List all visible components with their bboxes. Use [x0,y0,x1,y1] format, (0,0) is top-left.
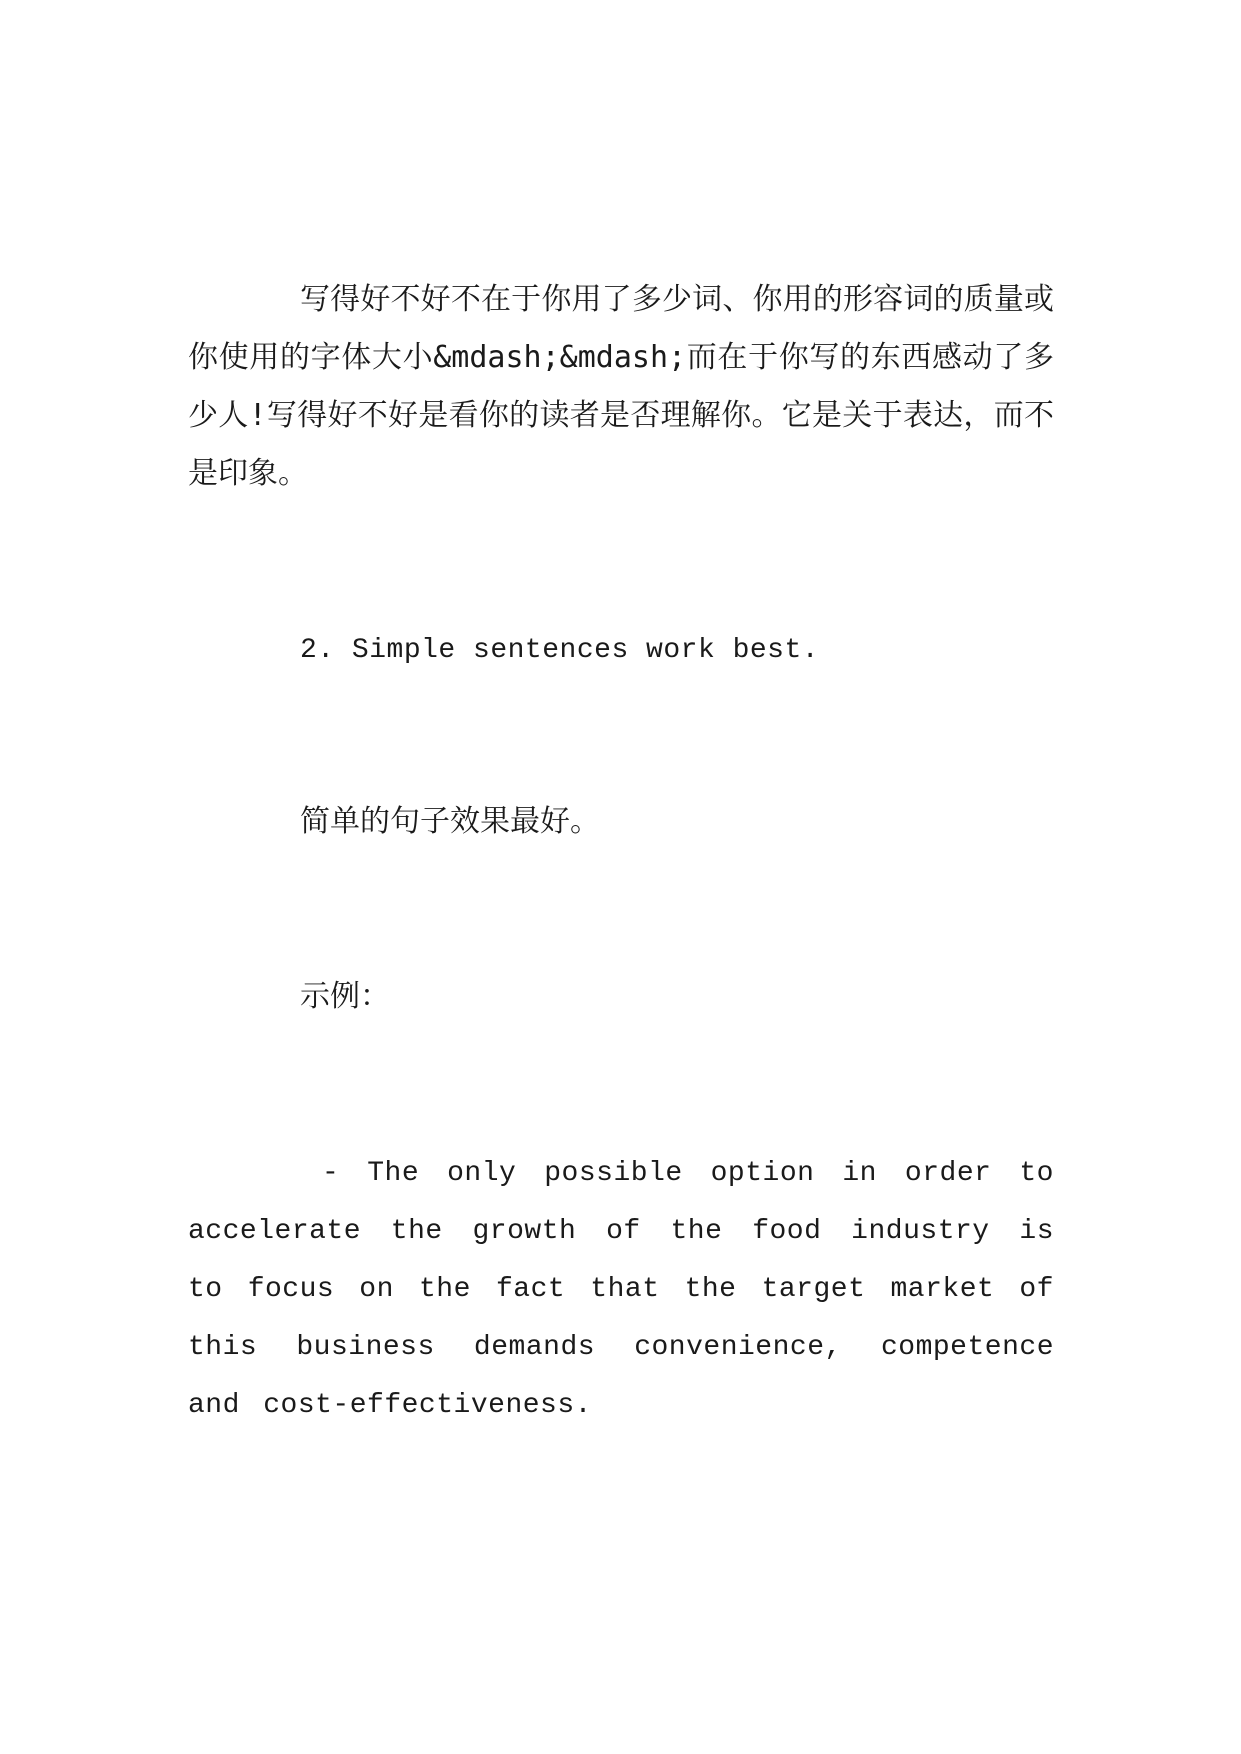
intro-paragraph: 写得好不好不在于你用了多少词、你用的形容词的质量或你使用的字体大小&mdash;&mdash;而在于你写的东西感动了多少人!写得好不好是看你的读者是否理解你。它是关于表达，而不是印象。 [188,282,1054,491]
rule-heading-english: 2. Simple sentences work best. [300,635,820,666]
example-label: 示例： [300,979,390,1014]
example-paragraph: - The only possible option in order to accelerate the growth of the food industry is to focus on the fact that the target market of this business demands convenience, competence and cost-effectiveness. [188,1158,1054,1421]
rule-heading-chinese: 简单的句子效果最好。 [300,804,600,839]
